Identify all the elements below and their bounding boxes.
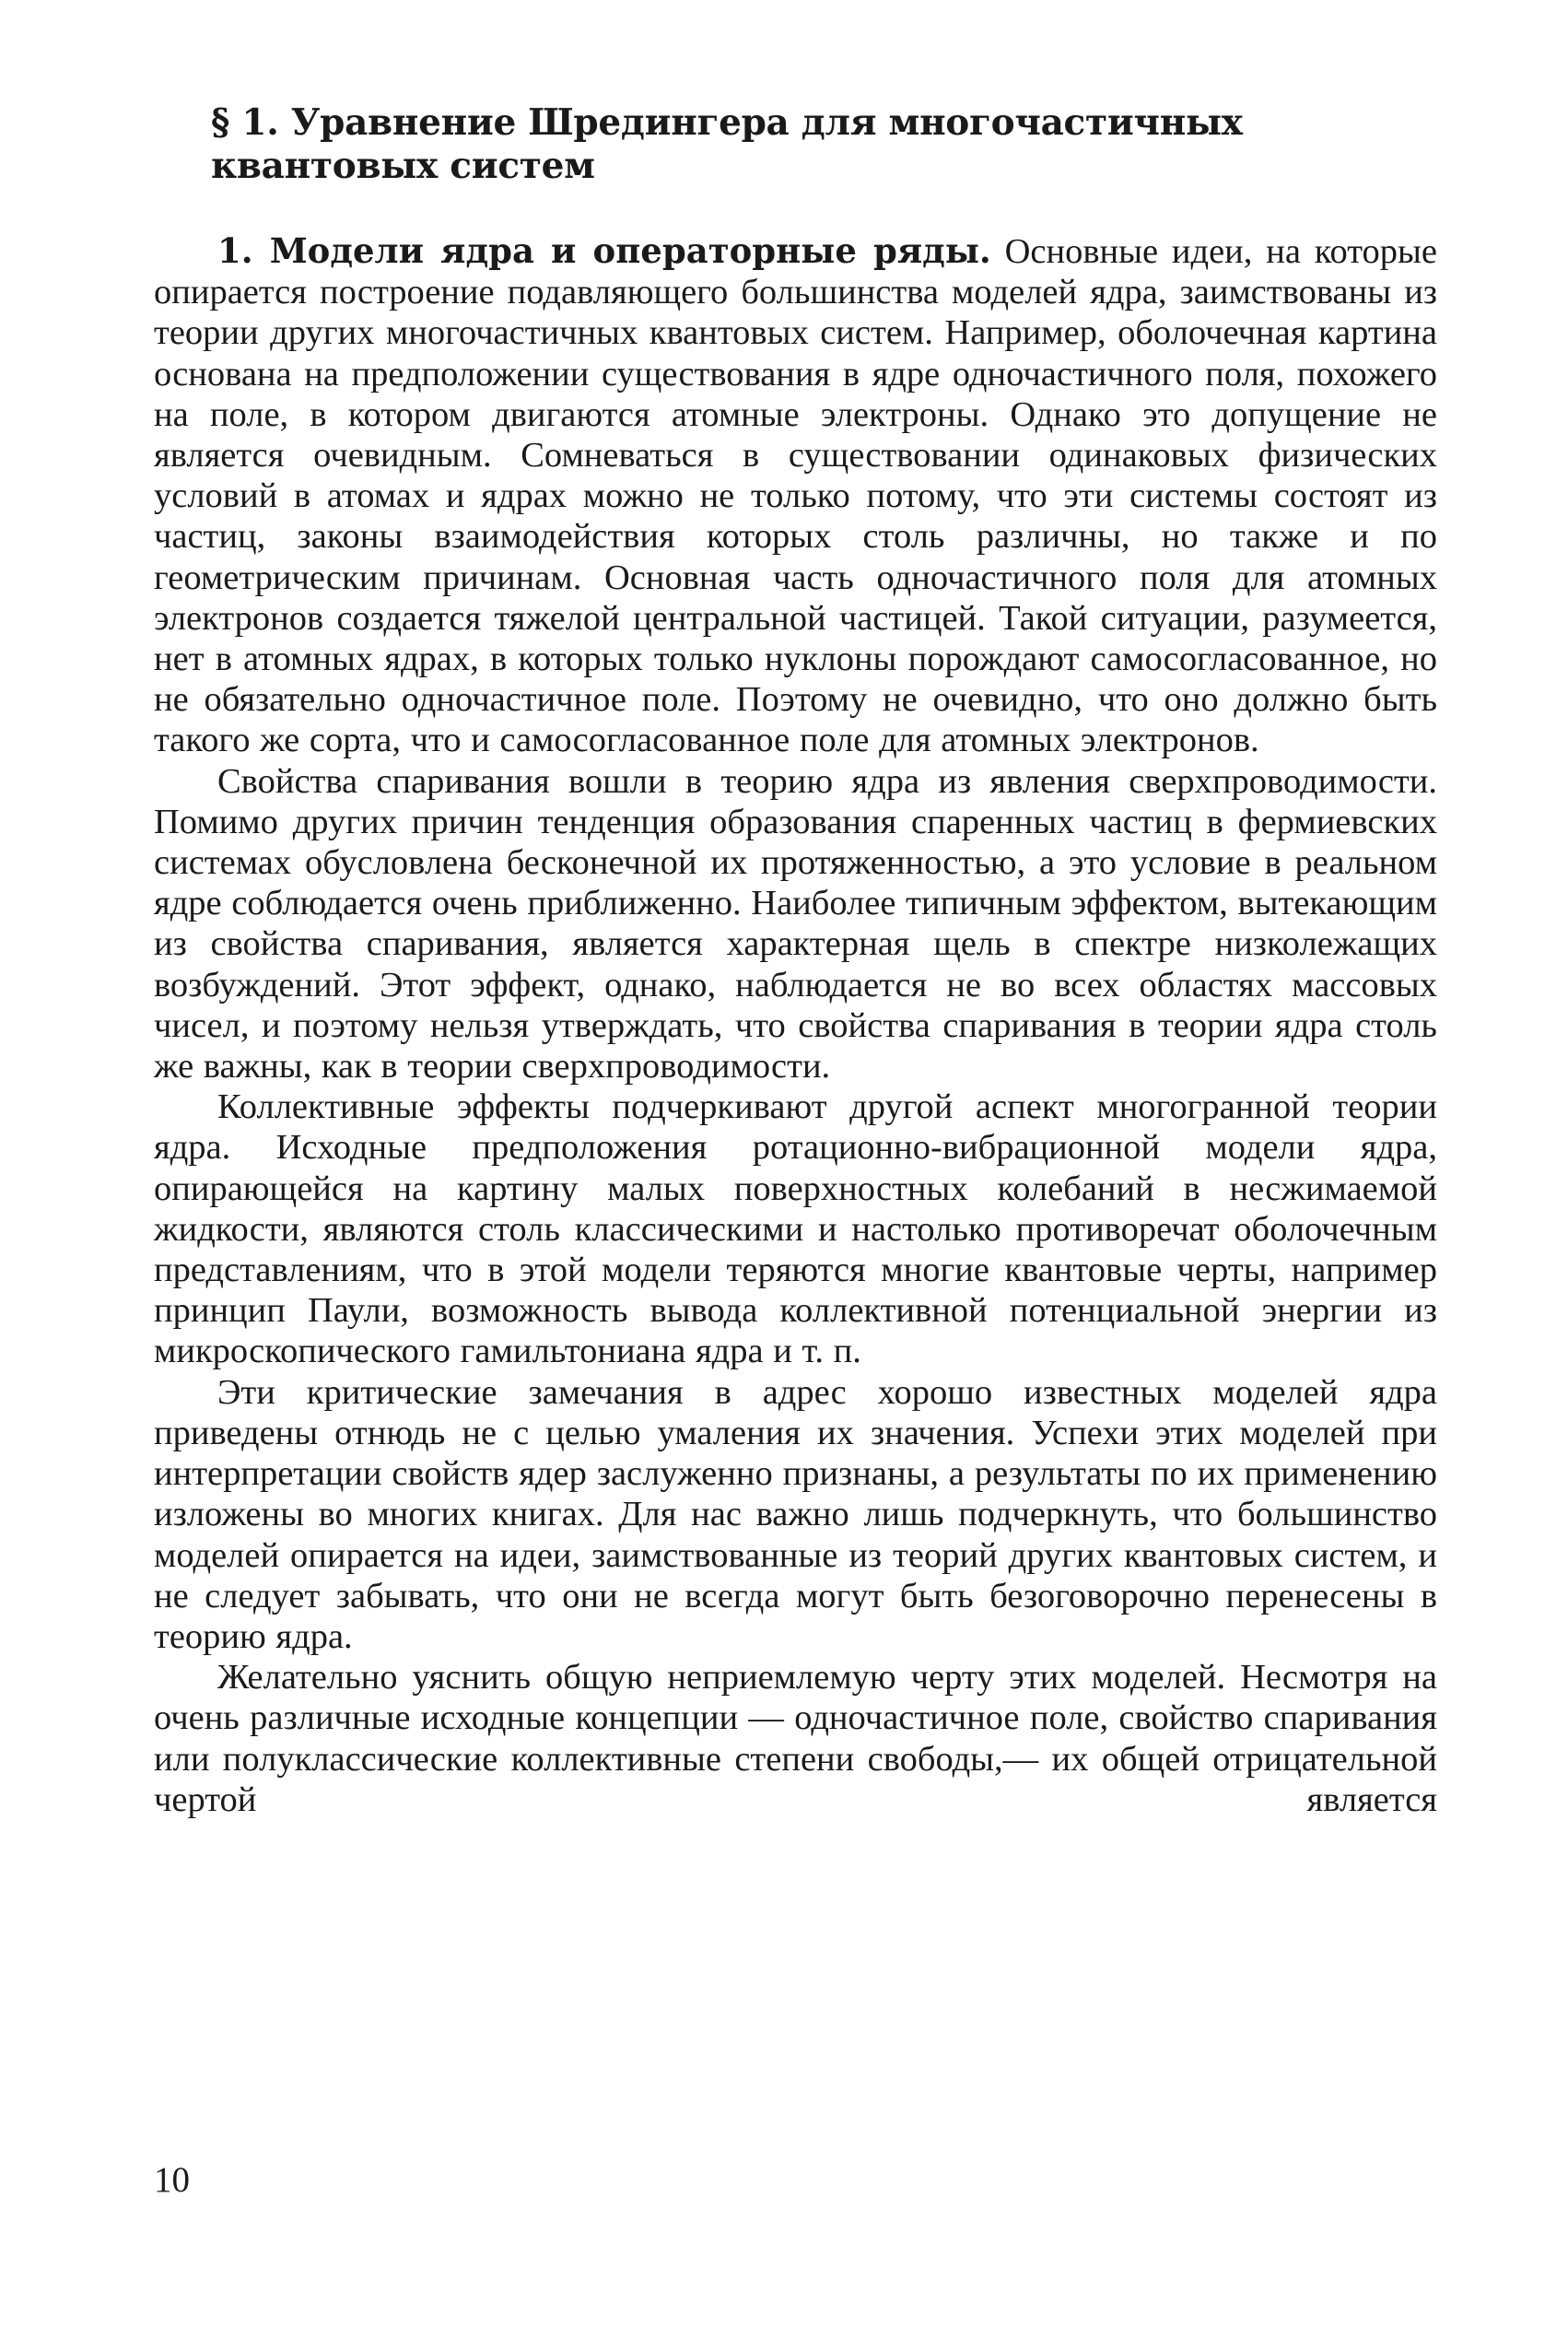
page-number: 10 bbox=[154, 2160, 190, 2200]
paragraph-2: Свойства спаривания вошли в теорию ядра из явления сверхпроводимости. Помимо других причин тенденция образования спаренных частиц в фермиевских системах обусловлена бесконечной их протяженностью, а это условие в реальном ядре соблюдается очень приближенно. Наиболее типичным эффектом, вытекающим из свойства спаривания, является характерная щель в спектре низколежащих возбуждений. Этот эффект, однако, наблюдается не во всех областях массовых чисел, и поэтому нельзя утверждать, что свойства спаривания в теории ядра столь же важны, как в теории сверхпроводимости. bbox=[154, 761, 1437, 1087]
section-title bbox=[211, 101, 1437, 188]
paragraph-3: Коллективные эффекты подчеркивают другой аспект многогранной теории ядра. Исходные предположения ротационно-вибрационной модели ядра, опирающейся на картину малых поверхностных колебаний в несжимаемой жидкости, являются столь классическими и настолько противоречат оболочечным представлениям, что в этой модели теряются многие квантовые черты, например принцип Паули, возможность вывода коллективной потенциальной энергии из микроскопического гамильтониана ядра и т. п. bbox=[154, 1087, 1437, 1371]
page-body bbox=[154, 101, 1437, 1820]
paragraph-4: Эти критические замечания в адрес хорошо известных моделей ядра приведены отнюдь не с целью умаления их значения. Успехи этих моделей при интерпретации свойств ядер заслуженно признаны, а результаты по их применению изложены во многих книгах. Для нас важно лишь подчеркнуть, что большинство моделей опирается на идеи, заимствованные из теорий других квантовых систем, и не следует забывать, что они не всегда могут быть безоговорочно перенесены в теорию ядра. bbox=[154, 1372, 1437, 1656]
subsection-heading: 1. Модели ядра и операторные ряды. bbox=[217, 230, 991, 271]
section-title-line-2: квантовых систем bbox=[211, 145, 595, 187]
section-title-line-1: § 1. Уравнение Шредингера для многочастичных bbox=[211, 101, 1243, 144]
paragraph-1-text: Основные идеи, на которые опирается построение подавляющего большинства моделей ядра, заимствованы из теории других многочастичных квантовых систем. Например, оболочечная картина основана на предположении существования в ядре одночастичного поля, похожего на поле, в котором двигаются атомные электроны. Однако это допущение не является очевидным. Сомневаться в существовании одинаковых физических условий в атомах и ядрах можно не только потому, что эти системы состоят из частиц, законы взаимодействия которых столь различны, но также и по геометрическим причинам. Основная часть одночастичного поля для атомных электронов создается тяжелой центральной частицей. Такой ситуации, разумеется, нет в атомных ядрах, в которых только нуклоны порождают самосогласованное, но не обязательно одночастичное поле. Поэтому не очевидно, что оно должно быть такого же сорта, что и самосогласованное поле для атомных электронов. bbox=[154, 232, 1437, 760]
paragraph-5: Желательно уяснить общую неприемлемую черту этих моделей. Несмотря на очень различные исходные концепции — одночастичное поле, свойство спаривания или полуклассические коллективные степени свободы,— их общей отрицательной чертой является bbox=[154, 1658, 1437, 1819]
paragraph-1 bbox=[154, 230, 1437, 761]
